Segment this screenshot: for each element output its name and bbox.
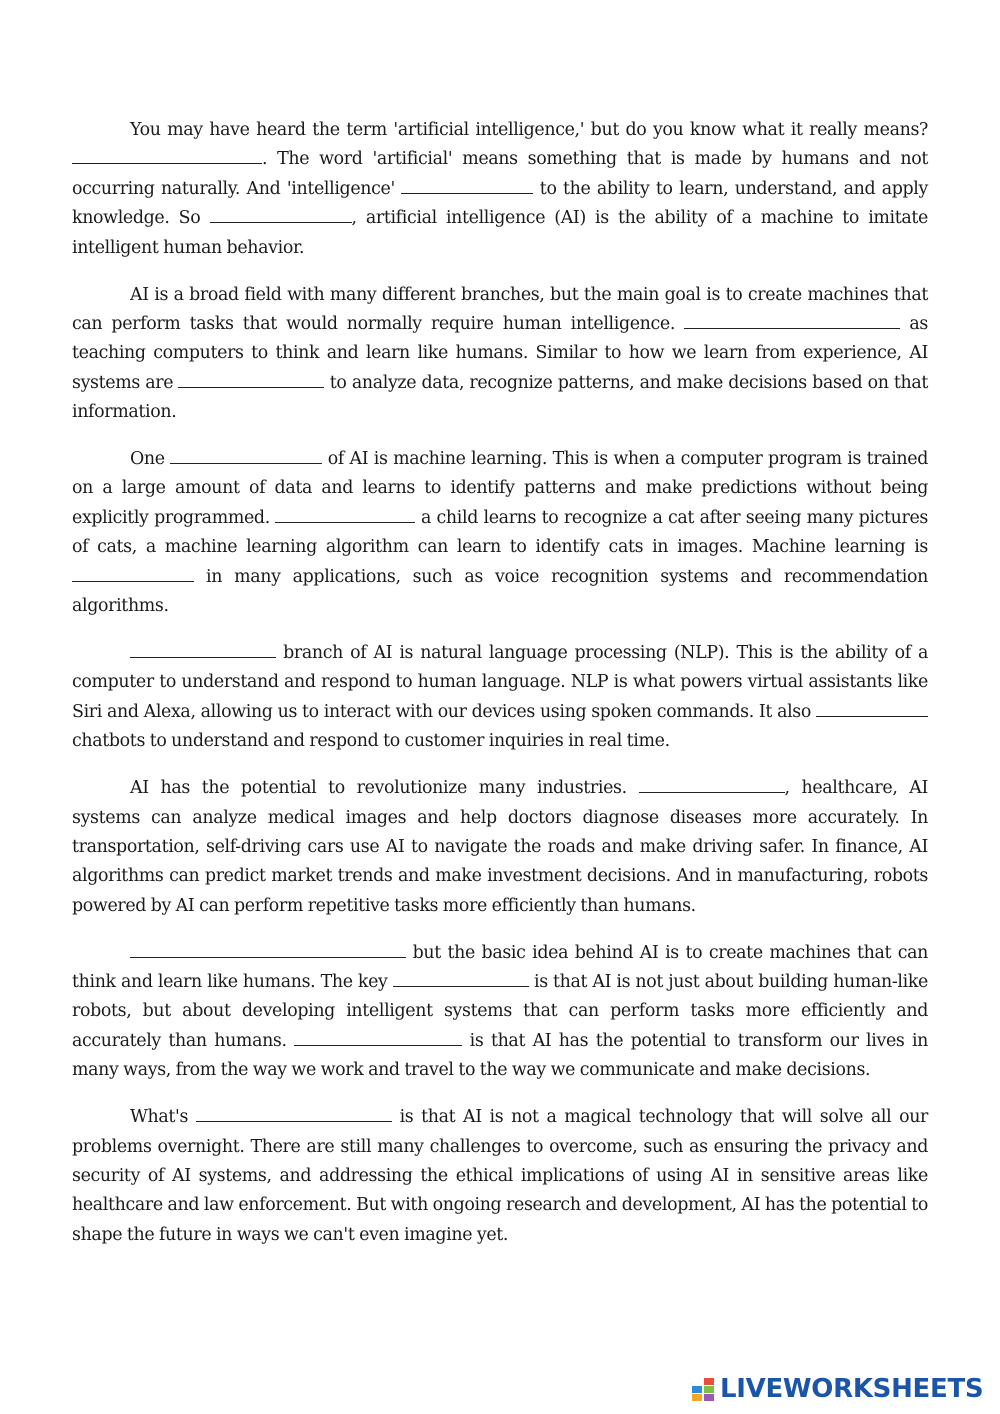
fill-in-blank[interactable] xyxy=(816,699,928,717)
fill-in-blank[interactable] xyxy=(196,1104,392,1122)
fill-in-blank[interactable] xyxy=(684,311,900,329)
paragraph-text: a child learns to recognize a cat after seeing many pictures of cats, a machine learning algorithm can learn to identify cats in images. Machine learning is xyxy=(72,507,929,558)
fill-in-blank[interactable] xyxy=(130,940,406,958)
paragraph-text: is that AI is not just about building human-like robots, but about developing intelligent systems that can perform tasks more efficiently and accurately than humans. xyxy=(72,972,928,1051)
paragraph-text: AI is a broad field with many different branches, but the main goal is to create machines that can perform tasks that would normally require human intelligence. xyxy=(72,284,928,334)
paragraph-text: to analyze data, recognize patterns, and make decisions based on that information. xyxy=(72,372,928,423)
paragraph-5 xyxy=(72,774,928,921)
fill-in-blank[interactable] xyxy=(639,775,785,793)
paragraph-text: One xyxy=(130,449,171,470)
paragraph-text: What's xyxy=(130,1107,196,1128)
paragraph-text: but the basic idea behind AI is to create machines that can think and learn like humans. The key xyxy=(72,942,928,993)
fill-in-blank[interactable] xyxy=(170,446,322,464)
paragraph-1 xyxy=(72,116,928,263)
paragraph-text: of AI is machine learning. This is when a computer program is trained on a large amount of data and learns to identify patterns and make predictions without being explicitly programmed. xyxy=(72,449,928,528)
fill-in-blank[interactable] xyxy=(210,205,352,223)
paragraph-2 xyxy=(72,281,928,428)
fill-in-blank[interactable] xyxy=(178,370,324,388)
paragraph-text: You may have heard the term 'artificial intelligence,' but do you know what it really means? xyxy=(130,120,928,140)
paragraph-text: , artificial intelligence (AI) is the ability of a machine to imitate intelligent human behavior. xyxy=(72,208,928,258)
paragraph-text: as teaching computers to think and learn like humans. Similar to how we learn from experience, AI systems are xyxy=(72,313,928,393)
fill-in-blank[interactable] xyxy=(401,176,533,194)
fill-in-blank[interactable] xyxy=(393,969,529,987)
paragraph-3 xyxy=(72,445,928,621)
paragraph-text: , healthcare, AI systems can analyze medical images and help doctors diagnose diseases more accurately. In transportation, self-driving cars use AI to navigate the roads and make driving safer. In finance, AI algorithms can predict market trends and make investment decisions. And in manufacturing, robots powered by AI can perform repetitive tasks more efficiently than humans. xyxy=(72,778,928,916)
paragraph-text: branch of AI is natural language processing (NLP). This is the ability of a computer to understand and respond to human language. NLP is what powers virtual assistants like Siri and Alexa, allowing us to interact with our devices using spoken commands. It also xyxy=(72,643,928,722)
worksheet-text xyxy=(72,116,928,1268)
paragraph-text: AI has the potential to revolutionize many industries. xyxy=(130,778,639,799)
fill-in-blank[interactable] xyxy=(72,146,262,164)
paragraph-text: chatbots to understand and respond to customer inquiries in real time. xyxy=(72,731,670,752)
fill-in-blank[interactable] xyxy=(294,1028,462,1046)
paragraph-7 xyxy=(72,1103,928,1250)
fill-in-blank[interactable] xyxy=(72,564,194,582)
fill-in-blank[interactable] xyxy=(130,640,276,658)
liveworksheets-logo-icon xyxy=(692,1376,716,1402)
paragraph-text: in many applications, such as voice recognition systems and recommendation algorithms. xyxy=(72,566,928,617)
paragraph-text: is that AI has the potential to transform our lives in many ways, from the way we work and travel to the way we communicate and make decisions. xyxy=(72,1030,929,1081)
paragraph-text: is that AI is not a magical technology that will solve all our problems overnight. There are still many challenges to overcome, such as ensuring the privacy and security of AI systems, and addressing the ethical implications of using AI in sensitive areas like healthcare and law enforcement. But with ongoing research and development, AI has the potential to shape the future in ways we can't even imagine yet. xyxy=(72,1107,929,1245)
paragraph-6 xyxy=(72,939,928,1086)
paragraph-4 xyxy=(72,639,928,757)
brand-name: LIVEWORKSHEETS xyxy=(720,1374,984,1404)
fill-in-blank[interactable] xyxy=(275,505,415,523)
paragraph-text: . The word 'artificial' means something that is made by humans and not occurring naturally. And 'intelligence' xyxy=(72,149,928,199)
paragraph-text: to the ability to learn, understand, and apply knowledge. So xyxy=(72,178,928,229)
liveworksheets-logo[interactable] xyxy=(692,1374,983,1404)
